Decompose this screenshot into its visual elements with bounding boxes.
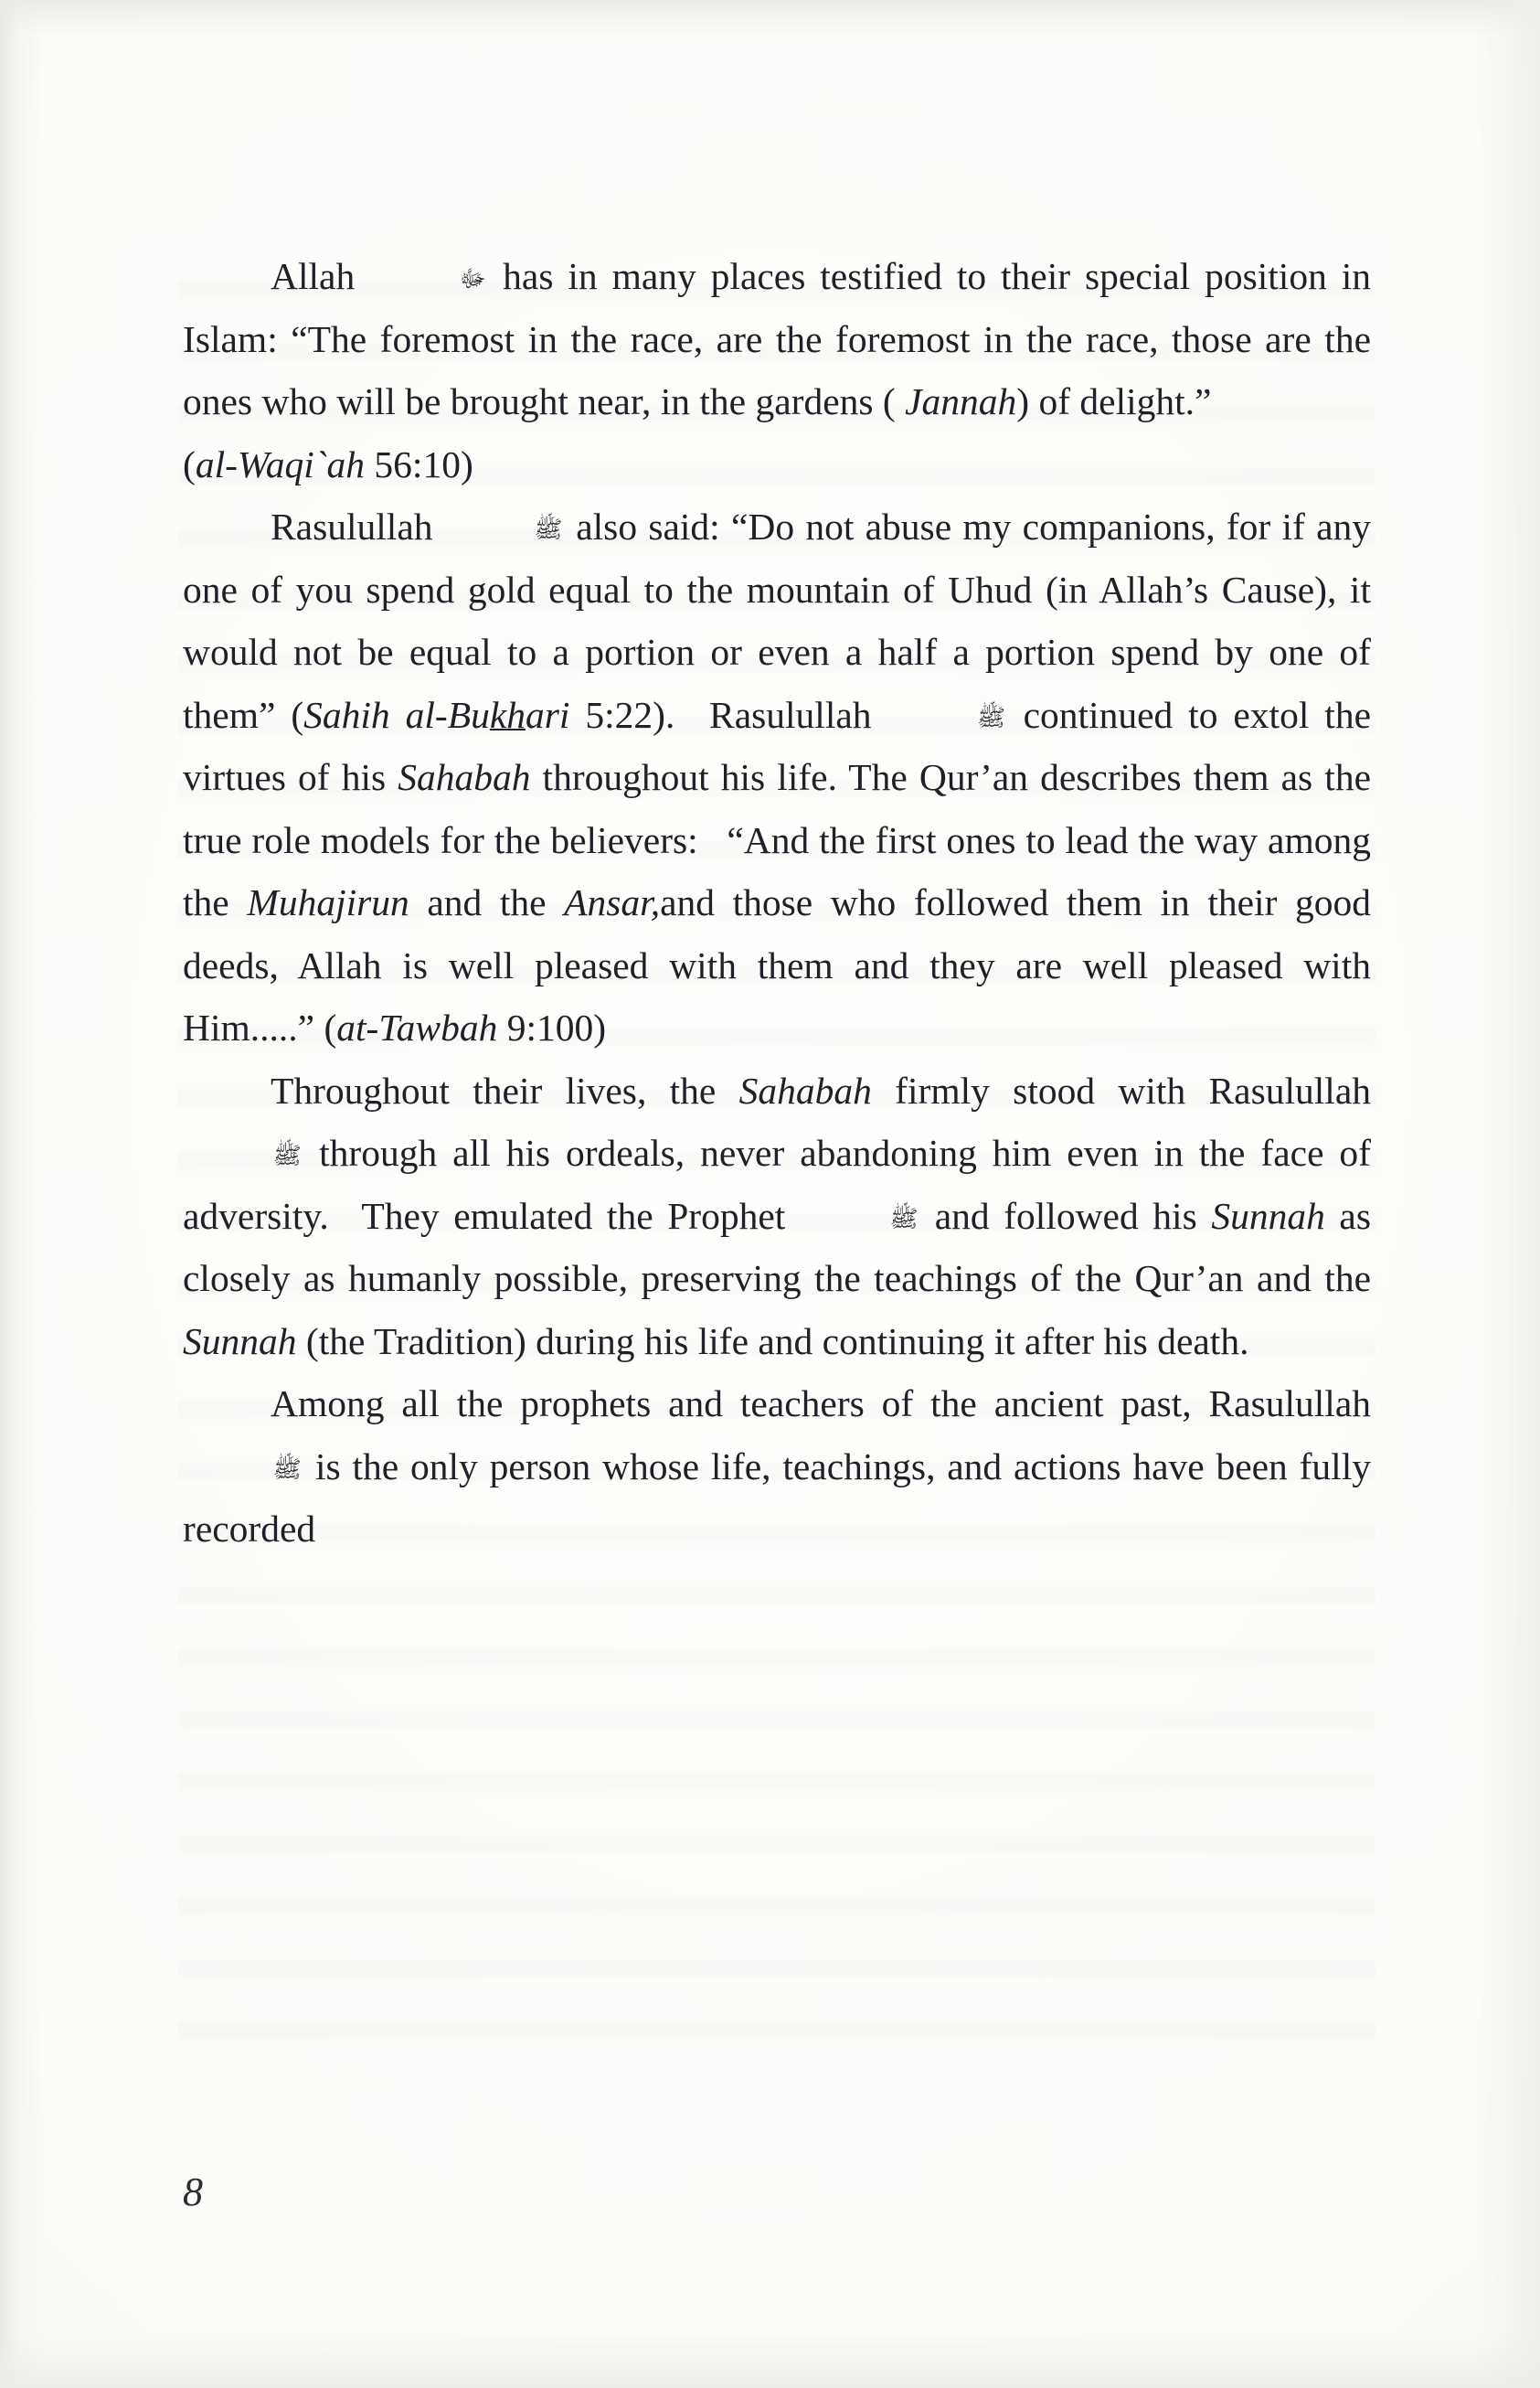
para-among-all-prophets — [183, 1372, 1371, 1561]
sallallahu-alayhi-wa-sallam-glyph: ﷺ — [272, 1142, 302, 1170]
body-text: has in many places testified to their special position in Islam: “The foremost in the race, are the foremost in the race, those are the ones who will be brought near, in the gardens ( — [183, 255, 1371, 422]
transliterated-term: Jannah — [905, 380, 1017, 422]
body-text: 56:10) — [365, 442, 473, 485]
body-text: and those who followed them in their good deeds, Allah is well pleased with them and they are well pleased with Him.....” ( — [183, 881, 1371, 1049]
body-text: Throughout their lives, the — [271, 1069, 739, 1112]
transliterated-term: Ansar, — [564, 881, 661, 923]
transliterated-term: ari — [526, 693, 570, 736]
body-text: as closely as humanly possible, preserving the teachings of the Qur’an and the — [183, 1194, 1372, 1299]
scan-edge-shadow-left — [0, 0, 42, 2388]
transliterated-term: al-Waqi`ah — [195, 442, 366, 485]
body-text: and the — [409, 881, 565, 923]
body-text: 9:100) — [497, 1007, 607, 1049]
scan-edge-shadow-top — [0, 0, 1540, 37]
transliterated-term: Sunnah — [183, 1319, 297, 1362]
body-text: and followed his — [920, 1194, 1212, 1237]
body-text: firmly stood with Rasulullah — [871, 1069, 1371, 1112]
transliterated-term: at-Tawbah — [336, 1007, 498, 1049]
sallallahu-alayhi-wa-sallam-glyph: ﷺ — [272, 1455, 302, 1483]
transliterated-term: Muhajirun — [247, 881, 409, 923]
para-throughout-their-lives — [183, 1060, 1371, 1373]
transliterated-term: Sahabah — [738, 1069, 872, 1112]
scan-edge-shadow-bottom — [0, 2333, 1540, 2388]
para-allah-testified — [183, 245, 1371, 433]
body-text: throughout his life. The Qur’an describes them as the true role models for the believers: “And the first ones to lead the way among the — [183, 756, 1371, 923]
transliterated-term: Sahabah — [398, 756, 531, 798]
transliterated-term: Sunnah — [1211, 1194, 1325, 1237]
body-text: is the only person whose life, teachings, and actions have been fully recorded — [183, 1445, 1371, 1550]
body-text: also said: “Do not abuse my companions, for if any one of you spend gold equal to the mountain of Uhud (in Allah’s Cause), it would not be equal to a portion or even a half a portion spend by one of them” ( — [183, 506, 1371, 736]
subhanahu-wa-taala-glyph: ﷻ — [459, 265, 486, 293]
sallallahu-alayhi-wa-sallam-glyph: ﷺ — [977, 703, 1006, 731]
body-text: Rasulullah — [271, 506, 444, 548]
body-text: continued to extol the virtues of his — [183, 693, 1371, 798]
body-text: (the Tradition) during his life and continuing it after his death. — [296, 1319, 1249, 1362]
body-text: Among all the prophets and teachers of the ancient past, Rasulullah — [271, 1382, 1371, 1424]
para-citation-waqiah — [183, 433, 1371, 496]
body-text: Allah — [271, 255, 370, 297]
sallallahu-alayhi-wa-sallam-glyph: ﷺ — [534, 516, 563, 544]
body-text: 5:22). Rasulullah — [569, 693, 887, 736]
body-text: ( — [183, 442, 196, 485]
scan-edge-shadow-right — [1476, 0, 1540, 2388]
body-text: ) of delight.” — [1016, 380, 1212, 422]
page-text-column — [183, 245, 1371, 1561]
para-do-not-abuse — [183, 496, 1371, 1060]
transliterated-term: Sahih al-Bu — [303, 693, 490, 736]
sallallahu-alayhi-wa-sallam-glyph: ﷺ — [889, 1204, 919, 1232]
transliteration-digraph-underlined: kh — [489, 693, 526, 736]
page-number: 8 — [183, 2169, 204, 2214]
body-text: through all his ordeals, never abandoning him even in the face of adversity. They emulated the Prophet — [183, 1132, 1371, 1237]
